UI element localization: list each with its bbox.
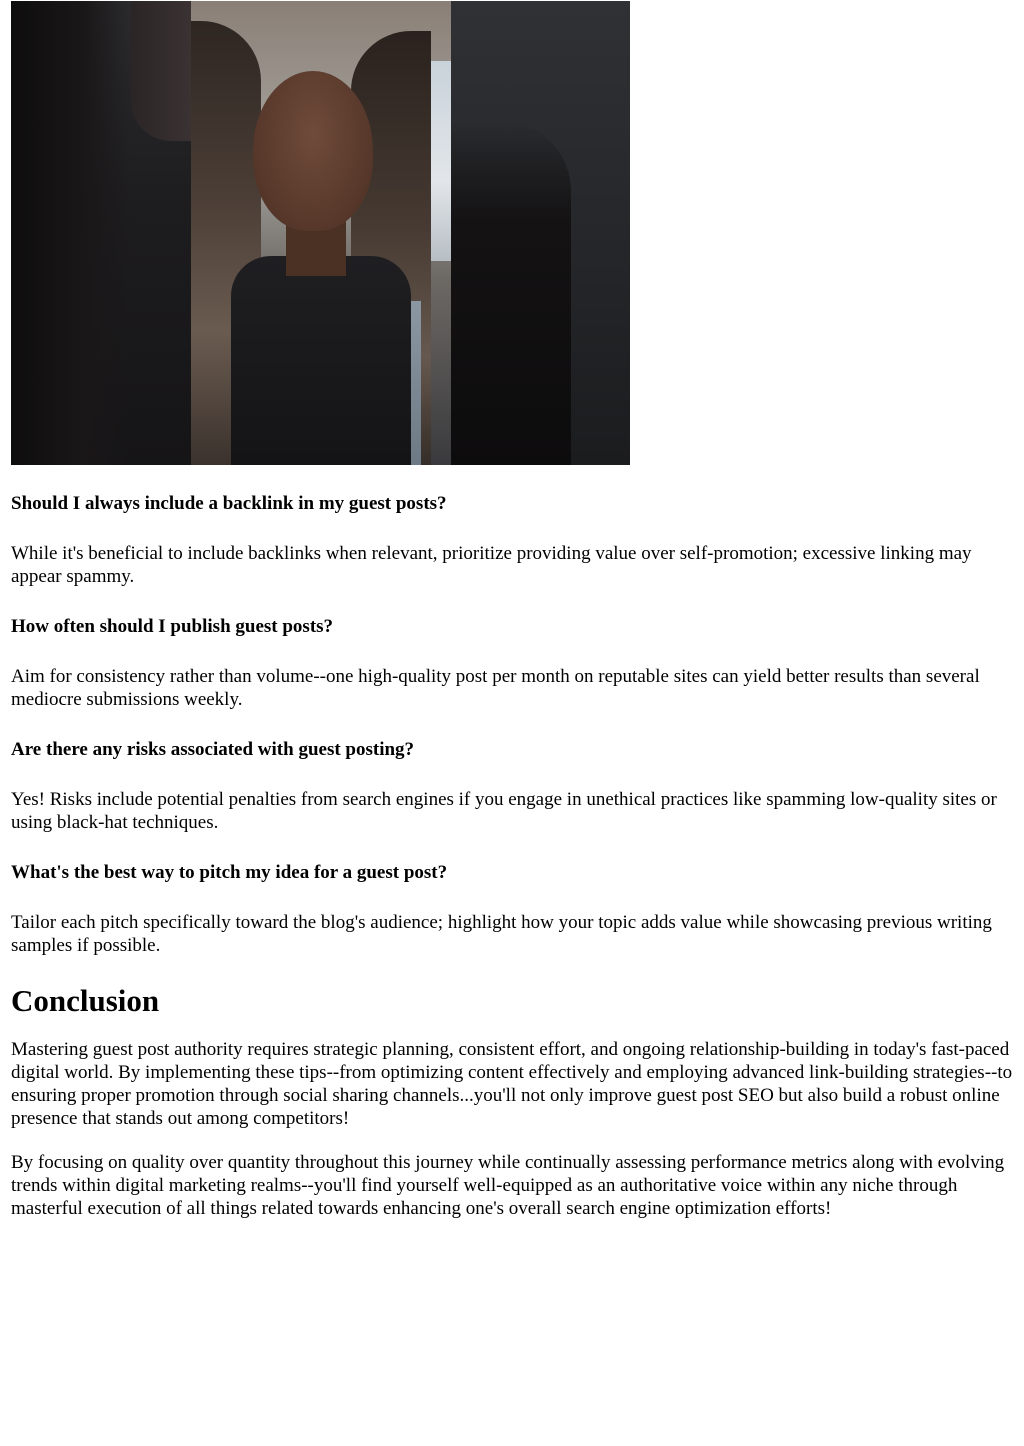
photo-center-panel bbox=[191, 1, 451, 465]
faq-answer: While it's beneficial to include backlinks when relevant, prioritize providing value over self-promotion; excessive linking may appear spammy. bbox=[11, 543, 972, 587]
faq-answer: Tailor each pitch specifically toward the blog's audience; highlight how your topic adds value while showcasing previous writing samples if possible. bbox=[11, 912, 992, 956]
photo-right-panel bbox=[451, 1, 630, 465]
article-page bbox=[11, 0, 1017, 1220]
faq-answer: Yes! Risks include potential penalties from search engines if you engage in unethical practices like spamming low-quality sites or using black-hat techniques. bbox=[11, 789, 997, 833]
faq-question: Are there any risks associated with guest posting? bbox=[11, 739, 415, 760]
photo-left-panel bbox=[11, 1, 191, 465]
portrait-photo bbox=[11, 1, 630, 465]
conclusion-paragraph: By focusing on quality over quantity throughout this journey while continually assessing performance metrics along with evolving trends within digital marketing realms--you'll find yourself well-equipped as an authoritative voice within any niche through masterful execution of all things related towards enhancing one's overall search engine optimization efforts! bbox=[11, 1152, 1005, 1219]
faq-question: How often should I publish guest posts? bbox=[11, 616, 334, 637]
faq-question: What's the best way to pitch my idea for a guest post? bbox=[11, 862, 448, 883]
faq-answer: Aim for consistency rather than volume--one high-quality post per month on reputable sites can yield better results than several mediocre submissions weekly. bbox=[11, 666, 980, 710]
conclusion-paragraph: Mastering guest post authority requires strategic planning, consistent effort, and ongoing relationship-building in today's fast-paced digital world. By implementing these tips--from optimizing content effectively and employing advanced link-building strategies--to ensuring proper promotion through social sharing channels...you'll not only improve guest post SEO but also build a robust online presence that stands out among competitors! bbox=[11, 1039, 1013, 1129]
faq-question: Should I always include a backlink in my guest posts? bbox=[11, 493, 447, 514]
conclusion-heading: Conclusion bbox=[11, 983, 160, 1018]
